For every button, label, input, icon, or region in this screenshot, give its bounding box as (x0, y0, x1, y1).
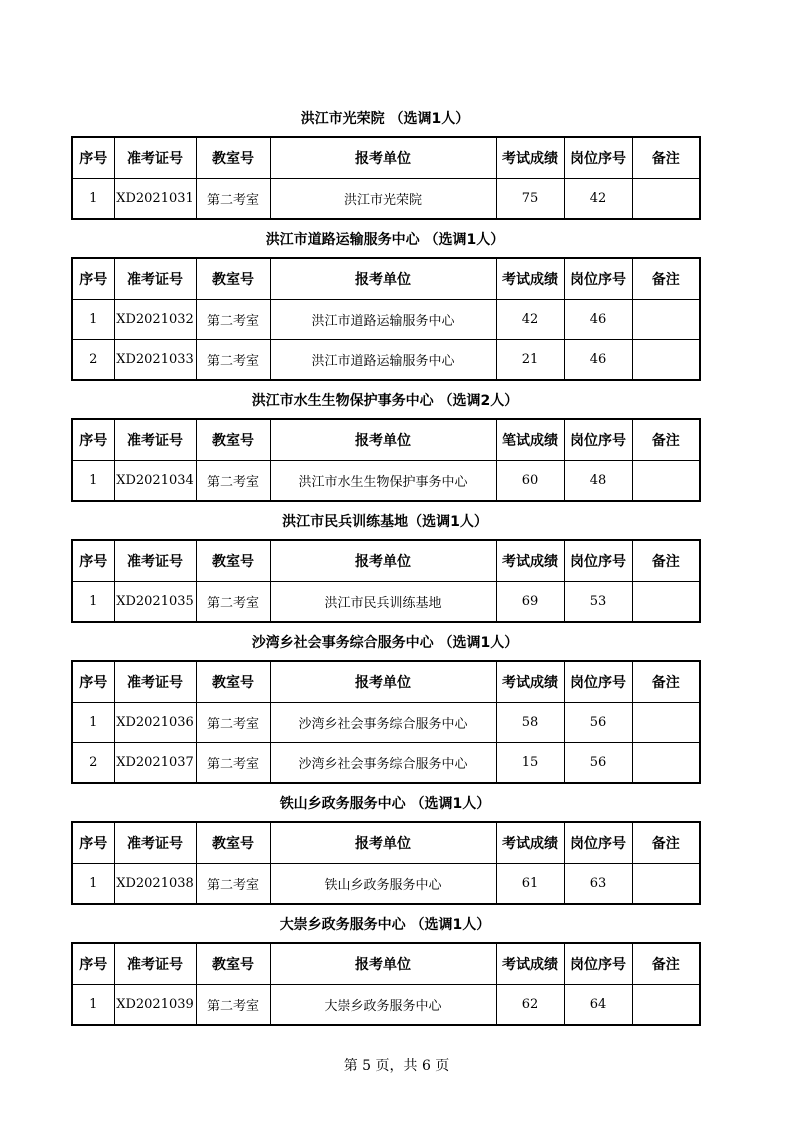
section-title: 洪江市光荣院 （选调1人） (300, 111, 470, 127)
section-4 (71, 505, 699, 623)
section-7 (71, 908, 699, 1026)
header-unit: 报考单位 (270, 137, 496, 179)
section-1 (71, 102, 699, 220)
table-row (72, 864, 700, 905)
cell-score: 21 (496, 340, 564, 381)
cell-seq: 1 (72, 582, 114, 623)
cell-unit: 沙湾乡社会事务综合服务中心 (270, 743, 496, 784)
cell-ticket: XD2021038 (114, 864, 196, 905)
cell-room: 第二考室 (196, 703, 270, 743)
cell-seq: 1 (72, 985, 114, 1026)
section-5 (71, 626, 699, 784)
cell-post: 46 (564, 300, 632, 340)
cell-post: 63 (564, 864, 632, 905)
header-seq: 序号 (72, 943, 114, 985)
header-seq: 序号 (72, 540, 114, 582)
header-score: 笔试成绩 (496, 419, 564, 461)
cell-ticket: XD2021031 (114, 179, 196, 220)
cell-score: 60 (496, 461, 564, 502)
cell-unit: 洪江市光荣院 (270, 179, 496, 220)
cell-score: 75 (496, 179, 564, 220)
cell-remark (632, 179, 700, 220)
score-table (71, 942, 701, 1026)
cell-remark (632, 461, 700, 502)
header-seq: 序号 (72, 419, 114, 461)
table-row (72, 461, 700, 502)
cell-unit: 洪江市道路运输服务中心 (270, 300, 496, 340)
header-remark: 备注 (632, 540, 700, 582)
score-table (71, 418, 701, 502)
header-seq: 序号 (72, 661, 114, 703)
header-ticket: 准考证号 (114, 943, 196, 985)
table-row (72, 179, 700, 220)
header-post: 岗位序号 (564, 258, 632, 300)
cell-seq: 1 (72, 703, 114, 743)
cell-unit: 沙湾乡社会事务综合服务中心 (270, 703, 496, 743)
table-row (72, 582, 700, 623)
header-score: 考试成绩 (496, 822, 564, 864)
table-row (72, 743, 700, 784)
header-post: 岗位序号 (564, 661, 632, 703)
cell-score: 61 (496, 864, 564, 905)
header-ticket: 准考证号 (114, 419, 196, 461)
header-post: 岗位序号 (564, 419, 632, 461)
section-title: 大崇乡政务服务中心 （选调1人） (279, 917, 491, 933)
cell-seq: 2 (72, 743, 114, 784)
header-post: 岗位序号 (564, 943, 632, 985)
cell-unit: 洪江市民兵训练基地 (270, 582, 496, 623)
score-table (71, 257, 701, 381)
cell-room: 第二考室 (196, 864, 270, 905)
section-title: 洪江市水生生物保护事务中心 （选调2人） (251, 393, 519, 409)
table-header-row (72, 822, 700, 864)
header-remark: 备注 (632, 137, 700, 179)
header-room: 教室号 (196, 822, 270, 864)
header-seq: 序号 (72, 822, 114, 864)
cell-score: 62 (496, 985, 564, 1026)
table-header-row (72, 943, 700, 985)
cell-score: 42 (496, 300, 564, 340)
cell-room: 第二考室 (196, 340, 270, 381)
cell-seq: 1 (72, 300, 114, 340)
header-room: 教室号 (196, 419, 270, 461)
cell-seq: 2 (72, 340, 114, 381)
header-unit: 报考单位 (270, 661, 496, 703)
cell-remark (632, 985, 700, 1026)
section-6 (71, 787, 699, 905)
header-room: 教室号 (196, 661, 270, 703)
header-unit: 报考单位 (270, 258, 496, 300)
header-room: 教室号 (196, 943, 270, 985)
cell-ticket: XD2021033 (114, 340, 196, 381)
header-unit: 报考单位 (270, 943, 496, 985)
cell-unit: 大崇乡政务服务中心 (270, 985, 496, 1026)
cell-post: 42 (564, 179, 632, 220)
header-score: 考试成绩 (496, 540, 564, 582)
cell-room: 第二考室 (196, 985, 270, 1026)
table-header-row (72, 137, 700, 179)
cell-remark (632, 864, 700, 905)
cell-ticket: XD2021039 (114, 985, 196, 1026)
table-row (72, 985, 700, 1026)
header-post: 岗位序号 (564, 137, 632, 179)
table-header-row (72, 661, 700, 703)
header-ticket: 准考证号 (114, 258, 196, 300)
cell-ticket: XD2021035 (114, 582, 196, 623)
cell-remark (632, 300, 700, 340)
header-ticket: 准考证号 (114, 540, 196, 582)
cell-score: 15 (496, 743, 564, 784)
header-ticket: 准考证号 (114, 137, 196, 179)
cell-post: 64 (564, 985, 632, 1026)
cell-ticket: XD2021037 (114, 743, 196, 784)
table-header-row (72, 419, 700, 461)
header-remark: 备注 (632, 943, 700, 985)
header-ticket: 准考证号 (114, 661, 196, 703)
score-table (71, 136, 701, 220)
header-post: 岗位序号 (564, 540, 632, 582)
cell-seq: 1 (72, 864, 114, 905)
table-header-row (72, 540, 700, 582)
header-post: 岗位序号 (564, 822, 632, 864)
cell-room: 第二考室 (196, 300, 270, 340)
cell-remark (632, 582, 700, 623)
header-seq: 序号 (72, 258, 114, 300)
cell-post: 48 (564, 461, 632, 502)
cell-post: 46 (564, 340, 632, 381)
cell-ticket: XD2021034 (114, 461, 196, 502)
score-table (71, 821, 701, 905)
header-score: 考试成绩 (496, 661, 564, 703)
table-header-row (72, 258, 700, 300)
header-remark: 备注 (632, 822, 700, 864)
header-unit: 报考单位 (270, 540, 496, 582)
section-title: 铁山乡政务服务中心 （选调1人） (279, 796, 491, 812)
cell-remark (632, 340, 700, 381)
cell-ticket: XD2021036 (114, 703, 196, 743)
table-row (72, 340, 700, 381)
header-remark: 备注 (632, 258, 700, 300)
header-unit: 报考单位 (270, 419, 496, 461)
score-table (71, 539, 701, 623)
score-table (71, 660, 701, 784)
header-ticket: 准考证号 (114, 822, 196, 864)
header-score: 考试成绩 (496, 137, 564, 179)
header-room: 教室号 (196, 258, 270, 300)
table-row (72, 703, 700, 743)
cell-room: 第二考室 (196, 179, 270, 220)
cell-unit: 铁山乡政务服务中心 (270, 864, 496, 905)
page-footer: 第 5 页，共 6 页 (343, 1058, 450, 1074)
cell-room: 第二考室 (196, 743, 270, 784)
cell-unit: 洪江市道路运输服务中心 (270, 340, 496, 381)
header-score: 考试成绩 (496, 258, 564, 300)
cell-post: 56 (564, 743, 632, 784)
cell-remark (632, 703, 700, 743)
cell-room: 第二考室 (196, 582, 270, 623)
header-room: 教室号 (196, 540, 270, 582)
header-score: 考试成绩 (496, 943, 564, 985)
section-title: 洪江市道路运输服务中心 （选调1人） (265, 232, 505, 248)
cell-room: 第二考室 (196, 461, 270, 502)
header-unit: 报考单位 (270, 822, 496, 864)
section-3 (71, 384, 699, 502)
header-remark: 备注 (632, 661, 700, 703)
cell-score: 58 (496, 703, 564, 743)
section-2 (71, 223, 699, 381)
table-row (72, 300, 700, 340)
cell-ticket: XD2021032 (114, 300, 196, 340)
header-seq: 序号 (72, 137, 114, 179)
cell-post: 56 (564, 703, 632, 743)
cell-post: 53 (564, 582, 632, 623)
cell-seq: 1 (72, 179, 114, 220)
section-title: 洪江市民兵训练基地（选调1人） (282, 514, 488, 530)
cell-score: 69 (496, 582, 564, 623)
cell-seq: 1 (72, 461, 114, 502)
header-room: 教室号 (196, 137, 270, 179)
cell-remark (632, 743, 700, 784)
cell-unit: 洪江市水生生物保护事务中心 (270, 461, 496, 502)
section-title: 沙湾乡社会事务综合服务中心 （选调1人） (251, 635, 519, 651)
header-remark: 备注 (632, 419, 700, 461)
